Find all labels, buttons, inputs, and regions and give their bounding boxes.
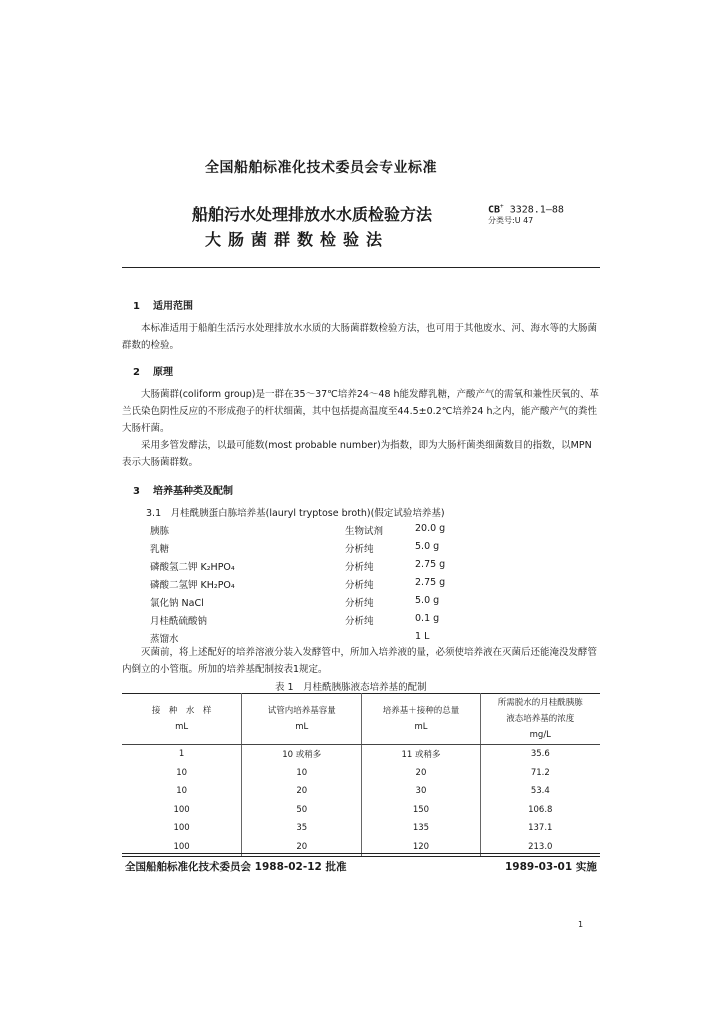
table-1-title: 表 1 月桂酰胰胨液态培养基的配制 (275, 682, 427, 693)
subsection-3-1-paragraph: 灭菌前，将上述配好的培养溶液分装入发酵管中，所加入培养液的量，必须使培养液在灭菌后还能淹没发酵管内倒立的小管瓶。所加的培养基配制按表1规定。 (122, 647, 598, 675)
subsection-3-1-heading: 3.1 月桂酰胰蛋白胨培养基(lauryl tryptose broth)(假定试验培养基) (146, 508, 445, 519)
effective-date: 1989-03-01 实施 (505, 861, 597, 873)
table-1 (122, 693, 600, 857)
table-row: 1 10 或稍多 11 或稍多 35.6 (122, 745, 600, 764)
document-subtitle: 大肠菌群数检验法 (205, 230, 390, 249)
table-row: 100 35 135 137.1 (122, 819, 600, 838)
page-number: 1 (578, 920, 584, 929)
section-1-paragraph: 本标准适用于船舶生活污水处理排放水水质的大肠菌群数检验方法，也可用于其他废水、河、海水等的大肠菌群数的检验。 (122, 323, 598, 351)
issuing-committee: 全国船舶标准化技术委员会专业标准 (205, 160, 437, 176)
header-rule (122, 267, 600, 268)
section-2-paragraph-1: 大肠菌群(coliform group)是一群在35～37℃培养24～48 h能发酵乳糖，产酸产气的需氧和兼性厌氧的、革兰氏染色阴性反应的不形成孢子的杆状细菌，其中包括提高温度至44.5±0.2℃培养24 h之内，能产酸产气的粪性大肠杆菌。 (122, 389, 600, 434)
reagent-list: 胰胨 生物试剂 20.0 g 乳糖 分析纯 5.0 g 磷酸氢二钾 K₂HPO₄ 分析纯 2.75 g 磷酸二氢钾 KH₂PO₄ 分析纯 2.75 g 氯化钠 NaCl 分析纯 5.0 g 月桂酰硫酸钠 分析纯 0.1 g 蒸馏水 1 L (150, 523, 446, 645)
classification-number: 分类号:U 47 (488, 216, 534, 225)
table-header-cell: 所需脱水的月桂酰胰胨 液态培养基的浓度 mg/L (480, 694, 600, 745)
standard-prefix: CB (488, 204, 501, 216)
section-2-heading: 2 原理 (133, 367, 173, 378)
table-header-cell: 试管内培养基容量 mL (242, 694, 362, 745)
section-3-heading: 3 培养基种类及配制 (133, 486, 233, 497)
table-row: 100 50 150 106.8 (122, 801, 600, 820)
document-title: 船舶污水处理排放水水质检验方法 (192, 205, 433, 224)
table-row: 100 20 120 213.0 (122, 838, 600, 857)
table-row: 10 20 30 53.4 (122, 782, 600, 801)
footer-rule (122, 853, 600, 854)
section-1-heading: 1 适用范围 (133, 301, 193, 312)
table-header-cell: 培养基＋接种的总量 mL (362, 694, 480, 745)
section-2-paragraph-2: 采用多管发酵法，以最可能数(most probable number)为指数，即为大肠杆菌类细菌数目的指数，以MPN表示大肠菌群数。 (122, 440, 592, 468)
table-row: 10 10 20 71.2 (122, 764, 600, 783)
table-header-cell: 接 种 水 样 mL (122, 694, 242, 745)
standard-number: CB+ 3328.1—88 (488, 203, 564, 216)
standard-code: 3328.1—88 (509, 204, 564, 216)
approval-date: 全国船舶标准化技术委员会 1988-02-12 批准 (125, 861, 347, 873)
